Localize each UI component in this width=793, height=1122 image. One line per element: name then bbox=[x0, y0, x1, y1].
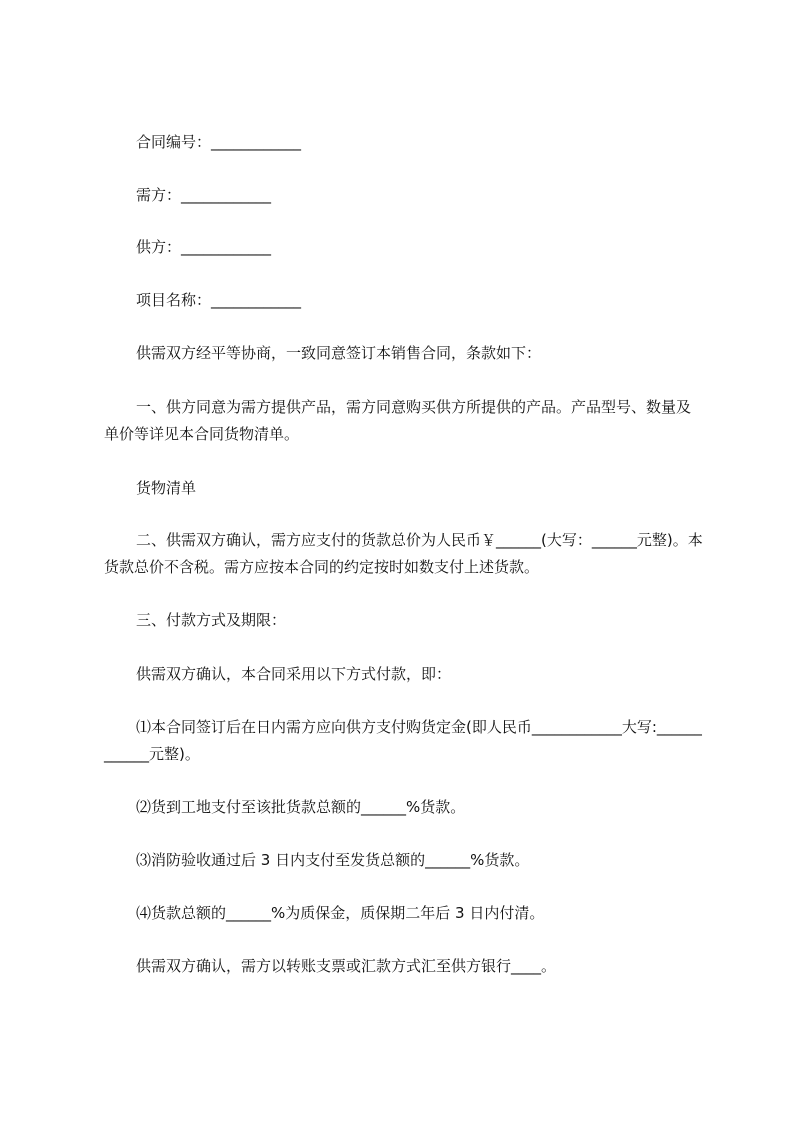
project-name-field: 项目名称：____________ bbox=[136, 291, 302, 309]
buyer-field: 需方：____________ bbox=[136, 186, 272, 204]
supplier-field: 供方：____________ bbox=[136, 238, 272, 256]
payment-item-4: ⑷货款总额的______%为质保金，质保期二年后 3 日内付清。 bbox=[136, 904, 545, 922]
payment-item-1: ⑴本合同签订后在日内需方应向供方支付购货定金(即人民币____________大写:____________元整)。 bbox=[104, 718, 702, 763]
goods-list-heading: 货物清单 bbox=[136, 479, 197, 497]
contract-number-field: 合同编号：____________ bbox=[136, 133, 302, 151]
payment-item-2: ⑵货到工地支付至该批货款总额的______%货款。 bbox=[136, 798, 466, 816]
clause-3-heading: 三、付款方式及期限： bbox=[136, 611, 287, 629]
clause-2-paragraph: 二、供需双方确认，需方应支付的货款总价为人民币￥______(大写：______元整)。本货款总价不含税。需方应按本合同的约定按时如数支付上述货款。 bbox=[104, 531, 703, 576]
bank-transfer-paragraph: 供需双方确认，需方以转账支票或汇款方式汇至供方银行____。 bbox=[136, 957, 557, 975]
payment-intro: 供需双方确认，本合同采用以下方式付款，即： bbox=[136, 665, 452, 683]
clause-1-paragraph: 一、供方同意为需方提供产品，需方同意购买供方所提供的产品。产品型号、数量及单价等详见本合同货物清单。 bbox=[104, 398, 692, 443]
payment-item-3: ⑶消防验收通过后 3 日内支付至发货总额的______%货款。 bbox=[136, 851, 530, 869]
intro-paragraph: 供需双方经平等协商，一致同意签订本销售合同，条款如下： bbox=[136, 344, 542, 362]
